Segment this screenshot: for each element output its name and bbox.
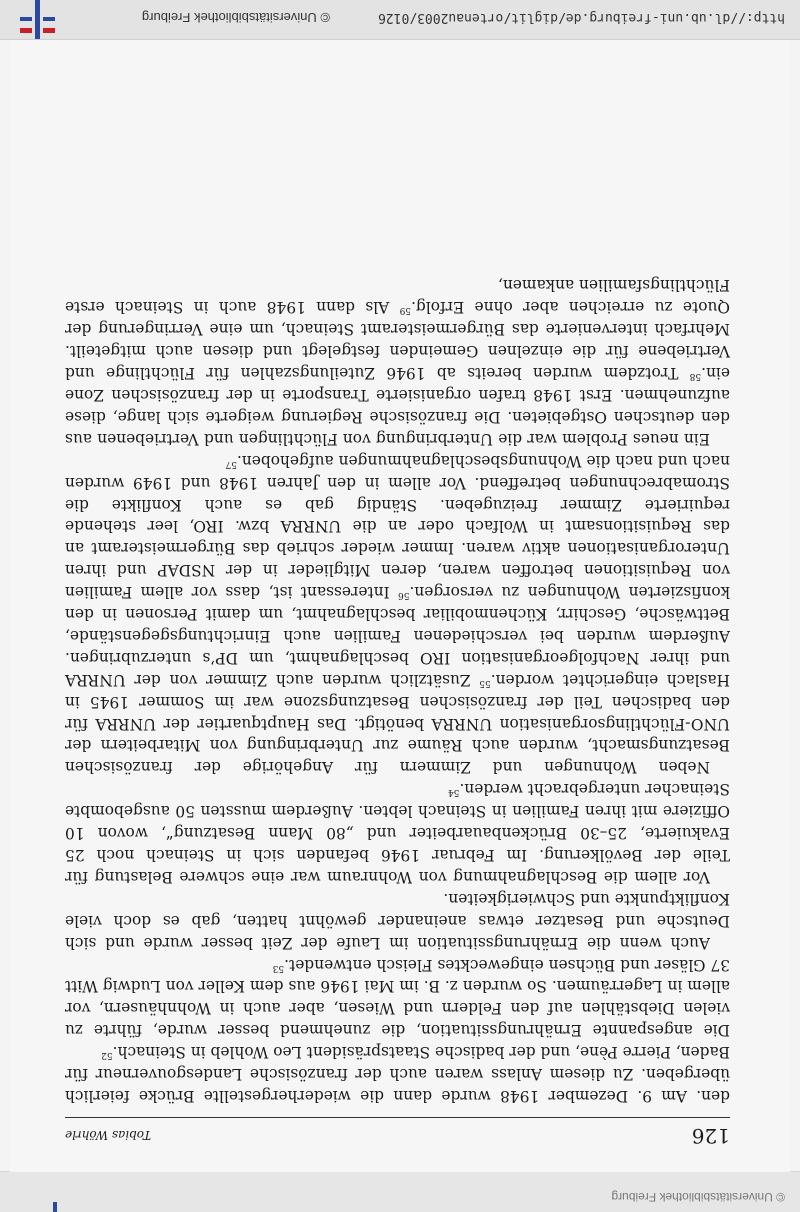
body-paragraph (65, 887, 730, 953)
body-paragraph (65, 953, 730, 1041)
paragraph-text: Als dann 1948 auch in Steinach erste Flüchtlingsfamilien ankamen, (65, 276, 730, 317)
footnote-marker: 52 (101, 1050, 113, 1061)
footer-library-credit: © Universitätsbibliothek Freiburg (141, 10, 330, 25)
page-number: 126 (691, 1124, 730, 1148)
paragraph-text: Interessant ist, dass vor allem Familien von Requisitionen betroffen waren, deren Mitglieder in der NSDAP und ihren Unterorganisationen aktiv waren. Immer wieder schrieb das Bürgermeisteramt an das Requisitionsamt in Wolfach oder an die UNRRA bzw. IRO, leer stehende requirierte Zimmer freizugeben. Ständig gab es auch Konflikte die Stromabrechnungen betreffend. Vor allem in den Jahren 1948 und 1949 wurden nach und nach die Wohnungsbeschlagnahmungen aufgehoben. (65, 451, 730, 602)
paragraph-text: Trotzdem wurden bereits ab 1946 Zuteilungszahlen für Flüchtlinge und Vertriebene für die einzelnen Gemeinden festgelegt und diesen auch mitgeteilt. Mehrfach intervenierte das Bürgermeisteramt Steinach, um eine Verringerung der Quote zu erreichen aber ohne Erfolg. (65, 298, 730, 383)
paragraph-text: Neben Wohnungen und Zimmern für Angehörige der französischen Besatzungsmacht, wurden auch Räume zur Unterbringung von Mitarbeitern der UNO-Flüchtlingsorganisation UNRRA benötigt. Das Hauptquartier der UNRRA für den badischen Teil der französischen Besatzungszone war im Sommer 1945 in Haslach eingerichtet worden. (65, 670, 730, 777)
paragraph-text: den. Am 9. Dezember 1948 wurde dann die wiederhergestellte Brücke feierlich übergeben. Zu diesem Anlass waren auch der französische Landesgouverneur für Baden, Pierre Pène, und der badische Staatspräsident Leo Wohleb in Steinach. (65, 1043, 730, 1105)
page-body-text (65, 274, 730, 1106)
body-paragraph (65, 449, 730, 778)
page-url-link[interactable]: http://dl.ub.uni-freiburg.de/diglit/ortenau2003/0126 (378, 10, 785, 25)
footnote-marker: 57 (225, 458, 237, 469)
footnote-marker: 55 (479, 677, 491, 688)
footnote-marker: 54 (447, 787, 460, 798)
paragraph-text: Auch wenn die Ernährungssituation im Laufe der Zeit besser wurde und sich Deutsche und Besatzer etwas aneinander gewöhnt hatten, gab es doch viele Konfliktpunkte und Schwierigkeiten. (65, 889, 730, 952)
paragraph-text: Die angespannte Ernährungssituation, die zunehmend besser wurde, führte zu vielen Diebstählen auf den Feldern und Wiesen, aber auch in Wohnhäusern, vor allem in Lagerräumen. So wurden z. B. im Mai 1946 aus dem Keller von Ludwig Witt 37 Gläser und Büchsen eingewecktes Fleisch entwendet. (65, 955, 730, 1040)
footnote-marker: 59 (399, 305, 412, 316)
body-paragraph (65, 274, 730, 449)
top-bar (0, 1171, 800, 1212)
paragraph-text: Ein neues Problem war die Unterbringung von Flüchtlingen und Vertriebenen aus den deutschen Ostgebieten. Die französische Regierung weigerte sich lange, diese aufzunehmen. Erst 1948 trafen organisierte Transporte in der französischen Zone ein. (65, 364, 730, 448)
library-logo-icon (40, 1202, 70, 1212)
body-paragraph (65, 777, 730, 887)
footnote-marker: 53 (272, 962, 285, 973)
top-credit: © Universitätsbibliothek Freiburg (611, 1190, 785, 1204)
paragraph-text: Vor allem die Beschlagnahmung von Wohnraum war eine schwere Belastung für Teile der Bevölkerung. Im Februar 1946 befanden sich in Steinach noch 25 Evakuierte, 25–30 Brückenbauarbeiter und „80 Mann Besatzung“, wovon 10 Offiziere mit ihren Familien in Steinach lebten. Außerdem mussten 50 ausgebombte Steinacher untergebracht werden. (65, 780, 730, 886)
footer-bar (0, 0, 800, 40)
university-logo-icon (18, 0, 58, 39)
paragraph-text: Zusätzlich wurden auch Zimmer von der UNRRA und ihrer Nachfolgeorganisation IRO beschlagnahmt, um DP’s unterzubringen. Außerdem wurden bei verschiedenen Familien auch Einrichtungsgegenstände, Bettwäsche, Geschirr, Küchenmobiliar beschlagnahmt, um damit Personen in den konfiszierten Wohnungen zu versorgen. (65, 583, 730, 689)
body-paragraph (65, 1040, 730, 1106)
footnote-marker: 56 (398, 590, 410, 601)
footnote-marker: 58 (689, 371, 702, 382)
running-head-author: Tobias Wöhrle (65, 1128, 152, 1142)
page-header (65, 1117, 730, 1152)
